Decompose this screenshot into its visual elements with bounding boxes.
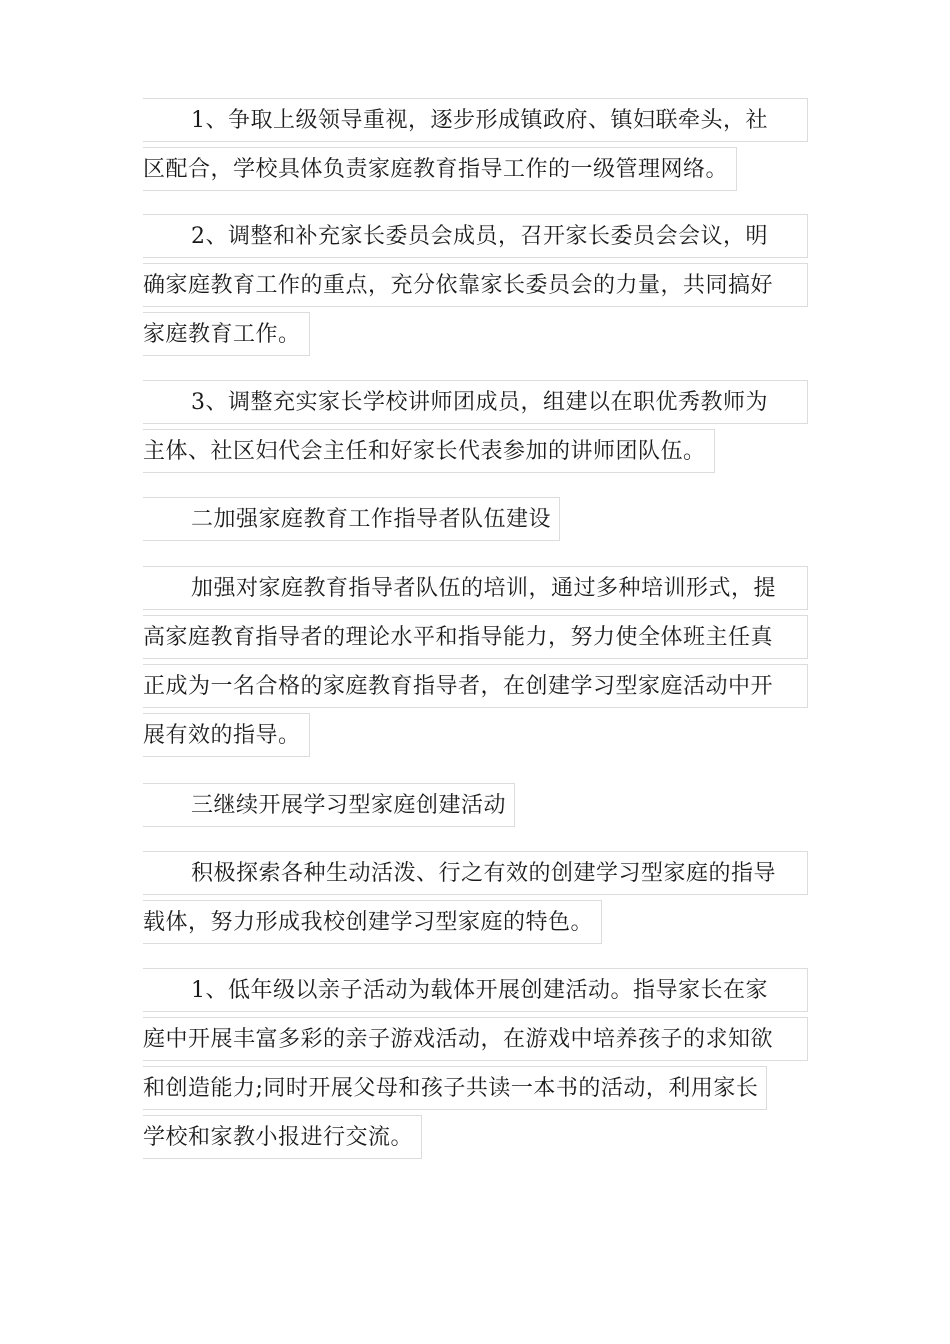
text-line: 正成为一名合格的家庭教育指导者，在创建学习型家庭活动中开 bbox=[143, 664, 808, 713]
text-line: 学校和家教小报进行交流。 bbox=[143, 1115, 808, 1164]
text-line: 载体，努力形成我校创建学习型家庭的特色。 bbox=[143, 900, 808, 949]
paragraph-5 bbox=[143, 566, 808, 762]
text-line: 区配合，学校具体负责家庭教育指导工作的一级管理网络。 bbox=[143, 147, 808, 196]
text-line: 庭中开展丰富多彩的亲子游戏活动，在游戏中培养孩子的求知欲 bbox=[143, 1017, 808, 1066]
text-line: 家庭教育工作。 bbox=[143, 312, 808, 361]
text-line: 主体、社区妇代会主任和好家长代表参加的讲师团队伍。 bbox=[143, 429, 808, 478]
section-heading-3 bbox=[143, 783, 808, 832]
text-line: 三继续开展学习型家庭创建活动 bbox=[143, 783, 808, 832]
text-line: 积极探索各种生动活泼、行之有效的创建学习型家庭的指导 bbox=[143, 851, 808, 900]
section-heading-2 bbox=[143, 497, 808, 546]
paragraph-8 bbox=[143, 968, 808, 1164]
text-line: 二加强家庭教育工作指导者队伍建设 bbox=[143, 497, 808, 546]
paragraph-3 bbox=[143, 380, 808, 478]
text-line: 3、调整充实家长学校讲师团成员，组建以在职优秀教师为 bbox=[143, 380, 808, 429]
text-line: 1、争取上级领导重视，逐步形成镇政府、镇妇联牵头，社 bbox=[143, 98, 808, 147]
text-line: 确家庭教育工作的重点，充分依靠家长委员会的力量，共同搞好 bbox=[143, 263, 808, 312]
text-line: 加强对家庭教育指导者队伍的培训，通过多种培训形式，提 bbox=[143, 566, 808, 615]
paragraph-1 bbox=[143, 98, 808, 196]
paragraph-7 bbox=[143, 851, 808, 949]
text-line: 1、低年级以亲子活动为载体开展创建活动。指导家长在家 bbox=[143, 968, 808, 1017]
paragraph-2 bbox=[143, 214, 808, 361]
text-line: 高家庭教育指导者的理论水平和指导能力，努力使全体班主任真 bbox=[143, 615, 808, 664]
text-line: 2、调整和补充家长委员会成员，召开家长委员会会议，明 bbox=[143, 214, 808, 263]
text-line: 展有效的指导。 bbox=[143, 713, 808, 762]
text-line: 和创造能力;同时开展父母和孩子共读一本书的活动，利用家长 bbox=[143, 1066, 808, 1115]
